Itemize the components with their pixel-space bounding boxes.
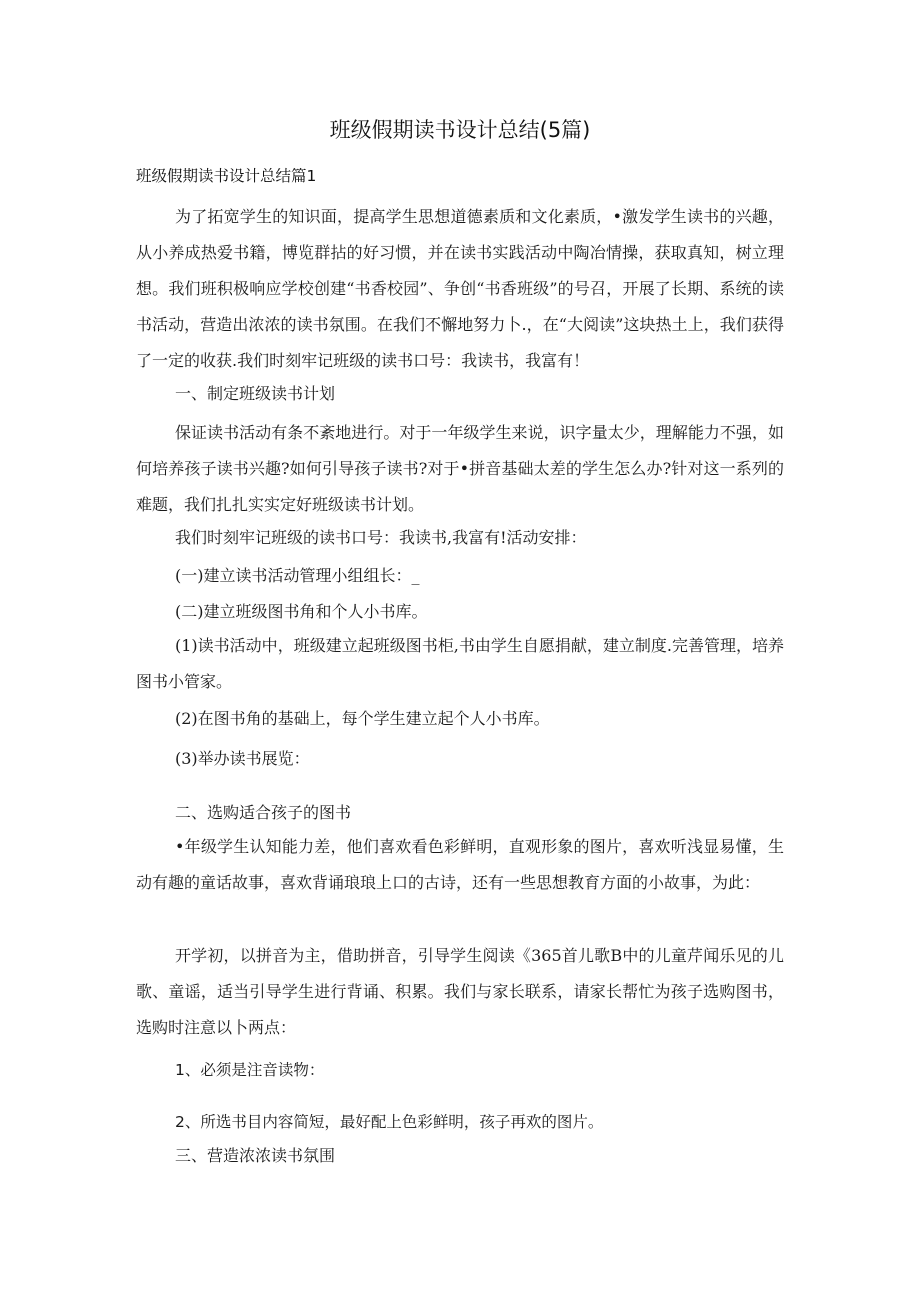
list-item-reading-exhibition: (3)举办读书展览： [175, 749, 310, 768]
books-paragraph: •年级学生认知能力差，他们喜欢看色彩鲜明，直观形象的图片，喜欢听浅显易懂，生动有趣的童话故事，喜欢背诵琅琅上口的古诗，还有一些思想教育方面的小故事，为此： [136, 837, 784, 892]
list-item-book-corner: (二)建立班级图书角和个人小书库。 [175, 602, 428, 621]
section-heading-books: 二、选购适合孩子的图书 [175, 803, 352, 822]
list-item-personal-library: (2)在图书角的基础上，每个学生建立起个人小书库。 [175, 709, 550, 728]
section-heading-atmosphere: 三、营造浓浓读书氛围 [175, 1146, 336, 1165]
point-short-content: 2、所选书目内容简短，最好配上色彩鲜明，孩子再欢的图片。 [175, 1113, 604, 1131]
article-subtitle: 班级假期读书设计总结篇1 [136, 167, 317, 185]
list-item-group-leader: (一)建立读书活动管理小组组长：_ [175, 566, 420, 585]
section-heading-plan: 一、制定班级读书计划 [175, 384, 336, 403]
books-paragraph-2: 开学初，以拼音为主，借助拼音，引导学生阅读《365首儿歌B中的儿童芹闻乐见的儿歌、童谣，适当引导学生进行背诵、积累。我们与家长联系，请家长帮忙为孩子选购图书，选购时注意以卜两点： [136, 946, 784, 1037]
list-item-book-cabinet: (1)读书活动中，班级建立起班级图书柜,书由学生自愿捐献，建立制度.完善管理，培养图书小管家。 [136, 636, 784, 691]
intro-paragraph: 为了拓宽学生的知识面，提高学生思想道德素质和文化素质，•激发学生读书的兴趣，从小养成热爱书籍，博览群拈的好习惯，并在读书实践活动中陶冶情操，获取真知，树立理想。我们班积极响应学校创建“书香校园”、争创“书香班级”的号召，开展了长期、系统的读书活动，营造出浓浓的读书氛围。在我们不懈地努力卜.，在“大阅读”这块热土上，我们获得了一定的收获.我们时刻牢记班级的读书口号：我读书，我富有！ [136, 207, 784, 370]
document-title: 班级假期读书设计总结(5篇) [329, 118, 591, 142]
point-phonetic-reading: 1、必须是注音读物： [175, 1061, 325, 1079]
plan-paragraph: 保证读书活动有条不紊地进行。对于一年级学生来说，识字量太少，理解能力不强，如何培养孩子读书兴趣?如何引导孩子读书?对于•拼音基础太差的学生怎么办?针对这一系列的难题，我们扎扎实实定好班级读书计划。 [136, 423, 784, 514]
slogan-line: 我们时刻牢记班级的读书口号：我读书,我富有!活动安排： [175, 528, 587, 547]
